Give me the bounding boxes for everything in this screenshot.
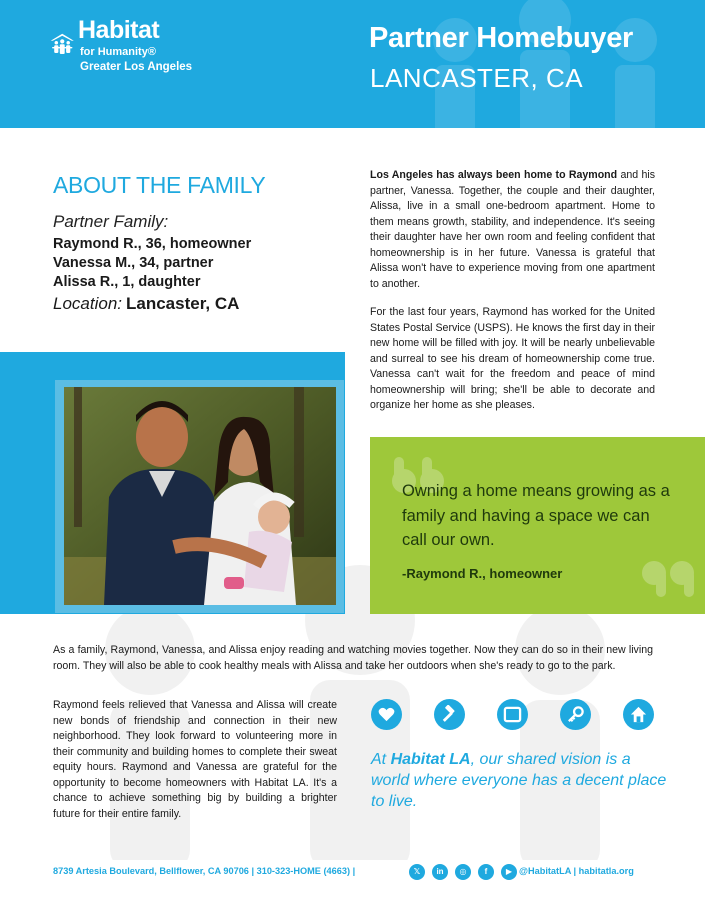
partner-family-label: Partner Family:: [53, 212, 169, 231]
about-heading: ABOUT THE FAMILY: [53, 172, 266, 198]
location-value: Lancaster, CA: [126, 294, 240, 313]
instagram-icon[interactable]: ◎: [455, 864, 471, 880]
key-icon: [560, 699, 591, 730]
hammer-icon: [434, 699, 465, 730]
page-title: Partner Homebuyer: [369, 22, 634, 54]
vision-statement: [371, 749, 671, 812]
quote-text: Owning a home means growing as a family and having a space we can call our own.: [402, 482, 670, 549]
footer-handle-site[interactable]: @HabitatLA | habitatla.org: [519, 866, 634, 876]
story-p1-rest: and his partner, Vanessa. Together, the couple and their daughter, Alissa, live in a small one-bedroom apartment. Home to them means growth, stability, and independence. It's seeing their daughter have her own room and feeling confident that homeownership is in her future. Vanessa is grateful that Alissa won't have to experience moving from one apartment to another.: [370, 169, 655, 290]
window-icon: [497, 699, 528, 730]
footer-contact: 8739 Artesia Boulevard, Bellflower, CA 90706 | 310-323-HOME (4663) |: [53, 866, 356, 876]
story-lead: Los Angeles has always been home to Raymond: [370, 169, 618, 181]
facebook-icon[interactable]: f: [478, 864, 494, 880]
family-member: Alissa R., 1, daughter: [53, 274, 201, 290]
linkedin-icon[interactable]: in: [432, 864, 448, 880]
heart-icon: [371, 699, 402, 730]
story-paragraph-4: Raymond feels relieved that Vanessa and Alissa will create new bonds of friendship and connection in their new neighborhood. They look forward to volunteering more in their community and building homes to complete their sweat equity hours. Raymond and Vanessa are grateful for the opportunity to become homeowners with Habitat LA. It's a chance to achieve something big by building a brighter future for their entire family.: [53, 699, 337, 820]
youtube-icon[interactable]: ▶: [501, 864, 517, 880]
vision-rest: , our shared vision is a world where everyone has a decent place to live.: [371, 751, 667, 810]
vision-prefix: At: [371, 751, 391, 768]
family-member: Vanessa M., 34, partner: [53, 255, 214, 271]
logo-region: Greater Los Angeles: [80, 61, 193, 73]
close-quote-icon: [638, 555, 698, 605]
family-photo-illustration: [64, 387, 336, 605]
vision-brand: Habitat LA: [390, 751, 471, 768]
house-icon: [623, 699, 654, 730]
story-paragraph-1: [370, 168, 655, 292]
family-photo: [64, 387, 336, 605]
header-banner: [0, 0, 705, 128]
location-line: [53, 294, 239, 314]
x-icon[interactable]: 𝕏: [409, 864, 425, 880]
story-paragraph-2: For the last four years, Raymond has worked for the United States Postal Service (USPS). He knows the first day in their new home will be filled with joy. It will be nearly unbelievable and surreal to see his dream of homeownership come true. Vanessa can't wait for the freedom and peace of mind homeownership will bring; she'll be able to decorate and organize her home as she pleases.: [370, 306, 655, 411]
quote-attribution: -Raymond R., homeowner: [402, 566, 563, 581]
story-paragraph-3: As a family, Raymond, Vanessa, and Alissa enjoy reading and watching movies together. Now they can do so in their new living room. They will also be able to cook healthy meals with Alissa and take her outdoors when she's ready to go to the park.: [53, 644, 653, 672]
location-label: Location:: [53, 294, 122, 313]
page-subtitle: LANCASTER, CA: [370, 63, 584, 93]
family-member: Raymond R., 36, homeowner: [53, 236, 252, 252]
logo-tagline: for Humanity®: [80, 46, 156, 58]
logo-wordmark: Habitat: [78, 16, 160, 44]
